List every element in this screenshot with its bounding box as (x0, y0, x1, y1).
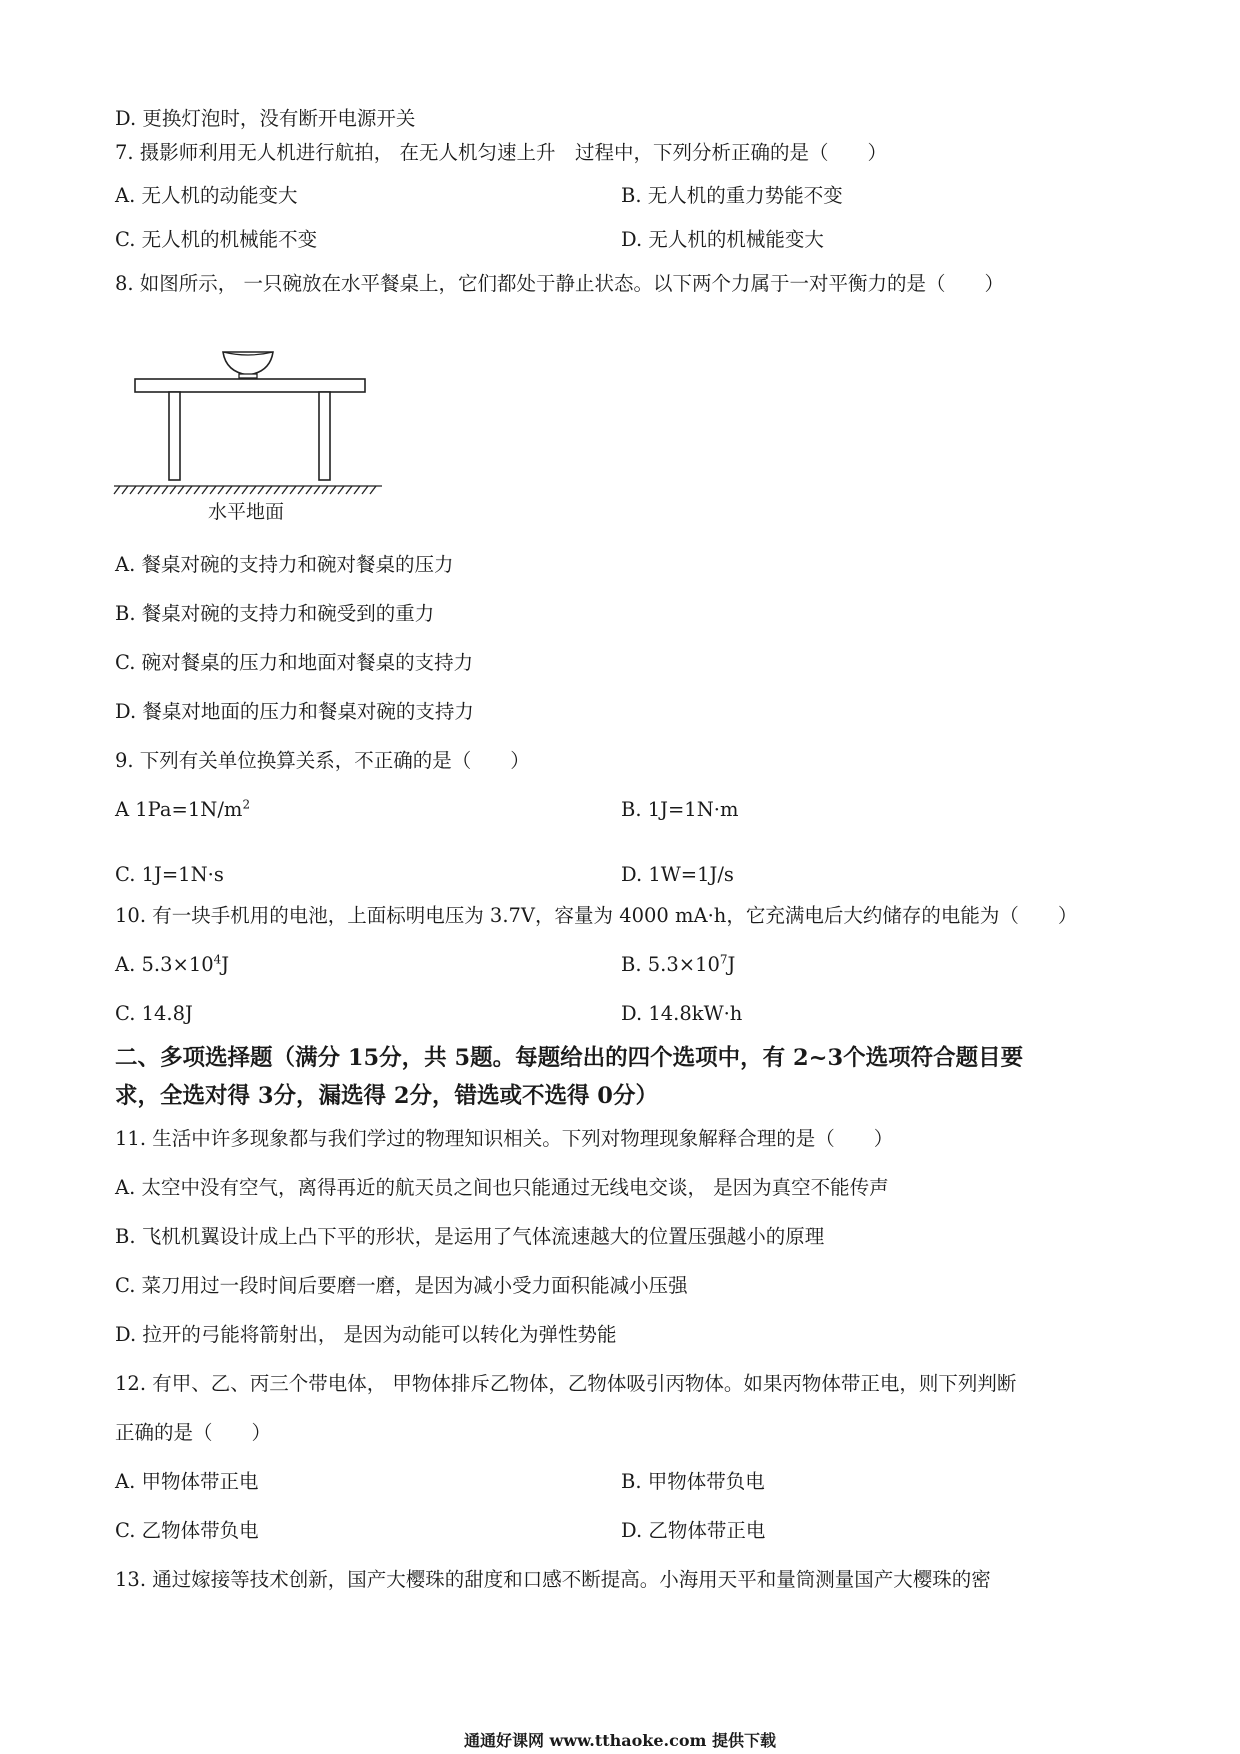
table (135, 379, 365, 480)
q11-option-c: C. 菜刀用过一段时间后要磨一磨，是因为减小受力面积能减小压强 (115, 1274, 688, 1297)
bowl (223, 352, 273, 378)
q8-option-c: C. 碗对餐桌的压力和地面对餐桌的支持力 (115, 651, 474, 674)
q12-stem-line1: 12. 有甲、乙、丙三个带电体， 甲物体排斥乙物体，乙物体吸引丙物体。如果丙物体带正电，则下列判断 (115, 1372, 1017, 1395)
bowl-on-table-figure (110, 342, 390, 500)
q12-option-a: A. 甲物体带正电 (115, 1470, 259, 1493)
q9-option-a (115, 797, 250, 823)
q9-option-a-superscript: 2 (242, 797, 251, 812)
q7-option-c: C. 无人机的机械能不变 (115, 228, 318, 251)
q10-option-d: D. 14.8kW·h (621, 1002, 743, 1025)
q9-option-a-text: A 1Pa=1N/m (115, 798, 243, 821)
q12-option-c: C. 乙物体带负电 (115, 1519, 259, 1542)
q7-stem: 7. 摄影师利用无人机进行航拍， 在无人机匀速上升 过程中，下列分析正确的是（ ） (115, 141, 888, 164)
q10-stem: 10. 有一块手机用的电池，上面标明电压为 3.7V，容量为 4000 mA·h，它充满电后大约储存的电能为（ ） (115, 904, 1078, 927)
q9-option-b: B. 1J=1N·m (621, 798, 739, 821)
page-footer: 通通好课网 www.tthaoke.com 提供下载 (463, 1731, 777, 1750)
q9-option-d: D. 1W=1J/s (621, 863, 734, 886)
q10-option-a-unit: J (221, 953, 230, 976)
q11-option-d: D. 拉开的弓能将箭射出， 是因为动能可以转化为弹性势能 (115, 1323, 617, 1346)
q6-option-d: D. 更换灯泡时，没有断开电源开关 (115, 107, 416, 130)
q13-stem: 13. 通过嫁接等技术创新，国产大樱珠的甜度和口感不断提高。小海用天平和量筒测量国产大樱珠的密 (115, 1568, 991, 1591)
q12-option-d: D. 乙物体带正电 (621, 1519, 766, 1542)
section2-heading-line2: 求，全选对得 3分，漏选得 2分，错选或不选得 0分） (115, 1083, 658, 1109)
q12-stem-line2: 正确的是（ ） (115, 1421, 272, 1444)
figure-ground-label: 水平地面 (208, 501, 285, 523)
ground-hatching (114, 486, 382, 494)
section2-heading-line1: 二、多项选择题（满分 15分，共 5题。每题给出的四个选项中，有 2~3个选项符合题目要 (115, 1045, 1024, 1071)
q11-option-b: B. 飞机机翼设计成上凸下平的形状，是运用了气体流速越大的位置压强越小的原理 (115, 1225, 825, 1248)
q7-option-b: B. 无人机的重力势能不变 (621, 184, 843, 207)
q10-option-b (621, 952, 735, 978)
q10-option-c: C. 14.8J (115, 1002, 193, 1025)
q10-option-b-base: B. 5.3×10 (621, 953, 720, 976)
q8-stem: 8. 如图所示， 一只碗放在水平餐桌上，它们都处于静止状态。以下两个力属于一对平衡力的是（ ） (115, 272, 1005, 295)
q7-option-d: D. 无人机的机械能变大 (621, 228, 824, 251)
q10-option-b-exponent: 7 (719, 952, 728, 967)
q8-option-b: B. 餐桌对碗的支持力和碗受到的重力 (115, 602, 435, 625)
q12-option-b: B. 甲物体带负电 (621, 1470, 765, 1493)
q11-stem: 11. 生活中许多现象都与我们学过的物理知识相关。下列对物理现象解释合理的是（ ） (115, 1127, 894, 1150)
q10-option-a (115, 952, 229, 978)
q9-option-c: C. 1J=1N·s (115, 863, 224, 886)
q7-option-a: A. 无人机的动能变大 (115, 184, 298, 207)
q10-option-a-base: A. 5.3×10 (115, 953, 214, 976)
q8-option-d: D. 餐桌对地面的压力和餐桌对碗的支持力 (115, 700, 474, 723)
q8-option-a: A. 餐桌对碗的支持力和碗对餐桌的压力 (115, 553, 454, 576)
q11-option-a: A. 太空中没有空气，离得再近的航天员之间也只能通过无线电交谈， 是因为真空不能传声 (115, 1176, 889, 1199)
q10-option-a-exponent: 4 (213, 952, 222, 967)
q10-option-b-unit: J (727, 953, 736, 976)
q9-stem: 9. 下列有关单位换算关系，不正确的是（ ） (115, 749, 530, 772)
